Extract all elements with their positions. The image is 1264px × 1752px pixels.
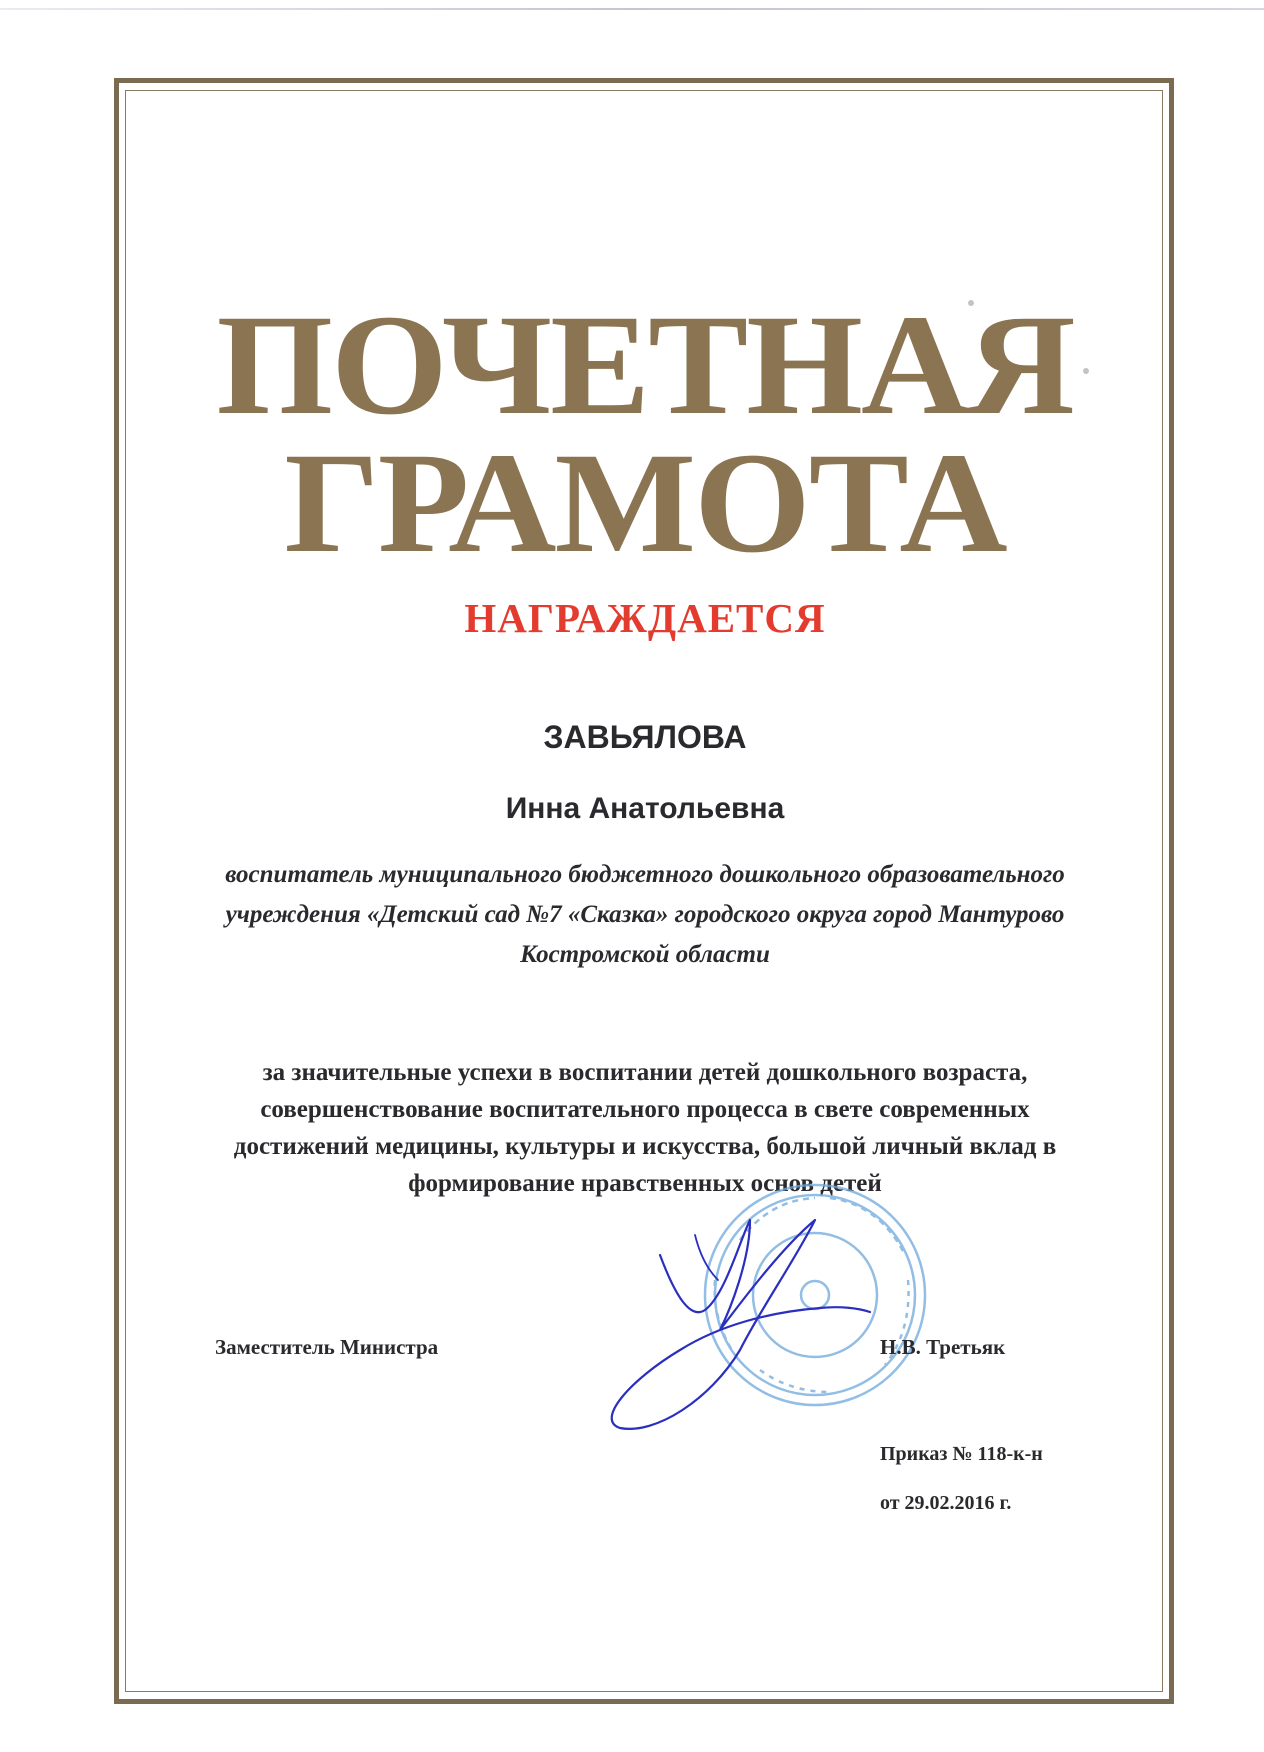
order-number: Приказ № 118-к-н xyxy=(880,1443,1043,1465)
title-line-1: ПОЧЕТНАЯ xyxy=(216,285,1074,445)
awarded-heading: НАГРАЖДАЕТСЯ xyxy=(464,595,826,641)
reason-line: за значительные успехи в воспитании детей дошкольного возраста, xyxy=(262,1059,1028,1086)
recipient-given-names: Инна Анатольевна xyxy=(505,792,785,825)
order-date: от 29.02.2016 г. xyxy=(880,1492,1012,1514)
signer-name: Н.В. Третьяк xyxy=(880,1335,1006,1359)
reason-line: достижений медицины, культуры и искусства, большой личный вклад в xyxy=(233,1133,1057,1160)
signer-title: Заместитель Министра xyxy=(215,1335,439,1359)
award-reason xyxy=(150,1054,1140,1202)
signature-icon xyxy=(600,1200,890,1440)
position-line: Костромской области xyxy=(520,941,770,968)
reason-line: совершенствование воспитательного процесса в свете современных xyxy=(260,1096,1030,1123)
scan-edge xyxy=(0,8,1264,10)
reason-line: формирование нравственных основ детей xyxy=(408,1170,882,1197)
recipient-position xyxy=(150,855,1140,975)
position-line: воспитатель муниципального бюджетного дошкольного образовательного xyxy=(225,861,1065,888)
recipient-surname: ЗАВЬЯЛОВА xyxy=(543,719,747,755)
position-line: учреждения «Детский сад №7 «Сказка» городского округа город Мантурово xyxy=(225,901,1065,928)
title-line-2: ГРАМОТА xyxy=(284,423,1006,583)
